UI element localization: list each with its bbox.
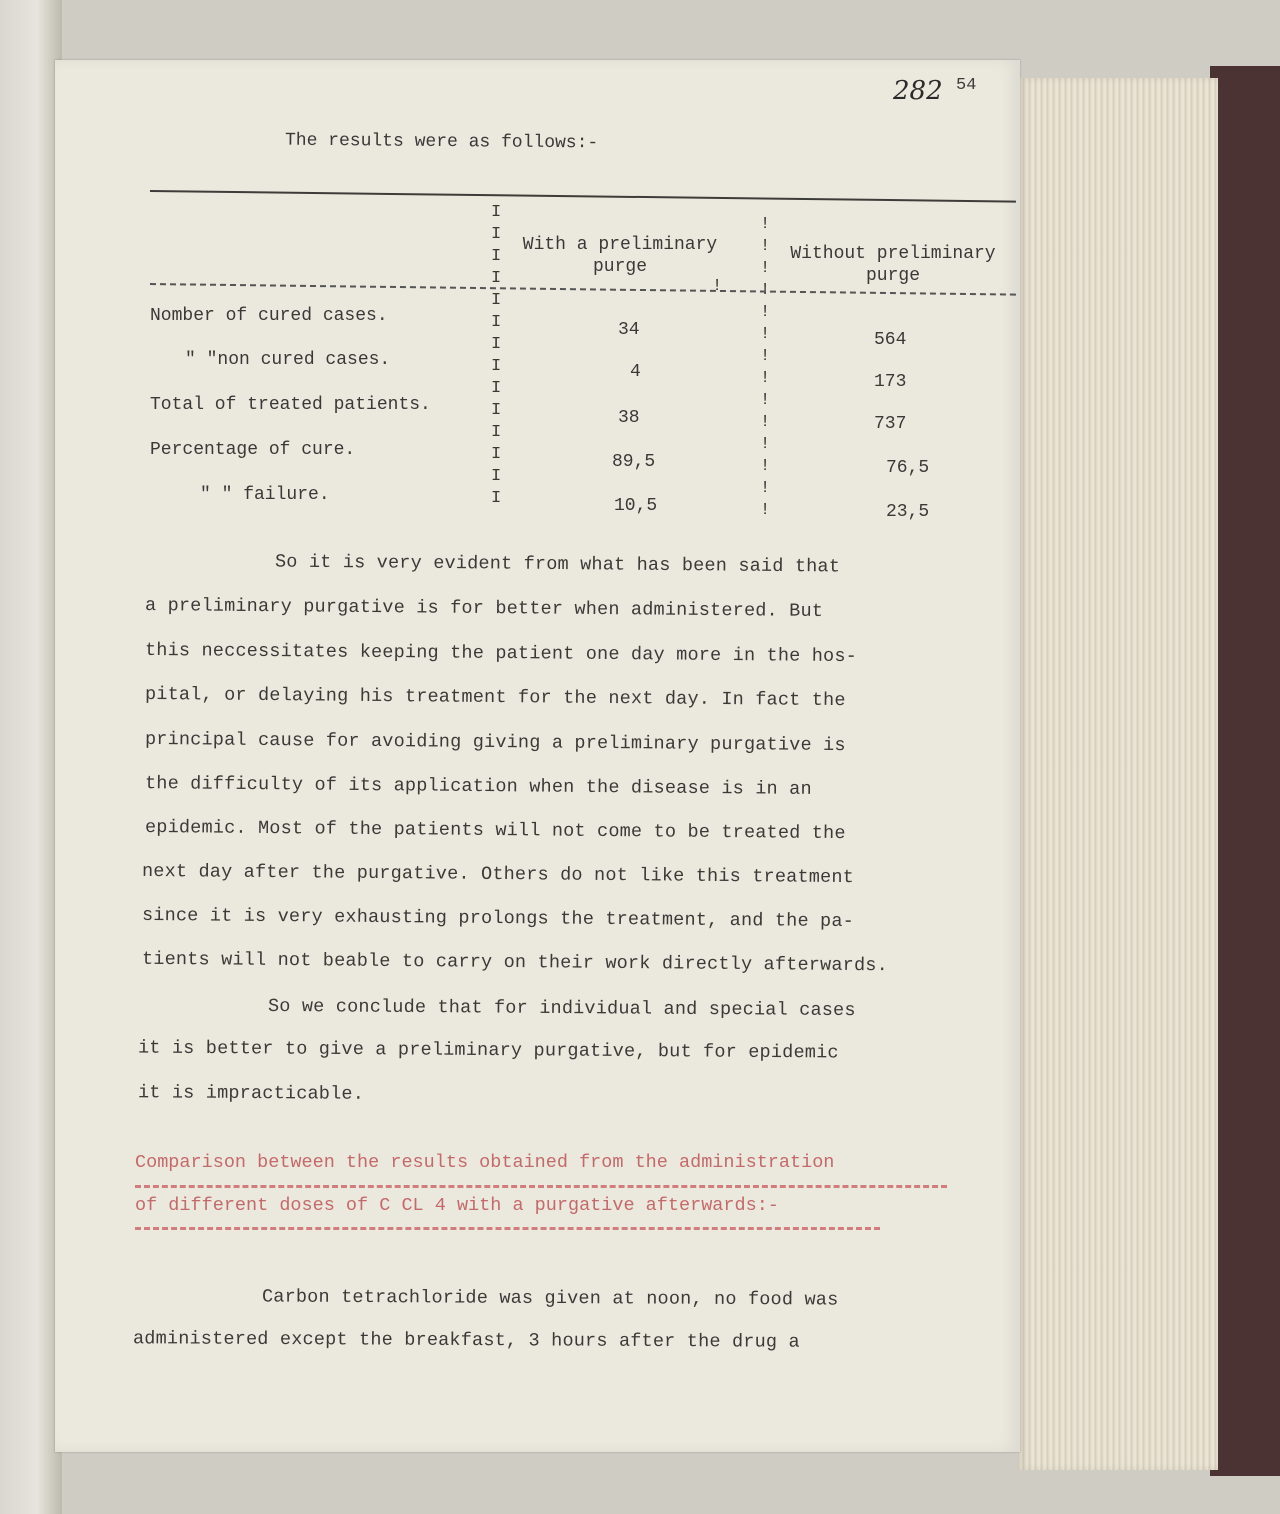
row-label: Nomber of cured cases. [150, 306, 388, 326]
column-divider-2: ! ! ! ! ! ! ! ! ! ! ! ! ! ! [760, 215, 771, 520]
text-line: epidemic. Most of the patients will not come to be treated the [144, 816, 846, 845]
row-label: " " failure. [200, 485, 330, 505]
text-line: the difficulty of its application when the disease is in an [144, 773, 812, 800]
text-line: Carbon tetrachloride was given at noon, no food was [261, 1286, 839, 1311]
text-line: So we conclude that for individual and special cases [267, 995, 856, 1022]
row-label: " "non cured cases. [185, 350, 391, 370]
text-line: administered except the breakfast, 3 hours after the drug a [132, 1328, 800, 1353]
heading-line: of different doses of C CL 4 with a purgative afterwards:- [135, 1195, 779, 1216]
cell-with: 34 [618, 320, 640, 340]
cell-with: 4 [630, 362, 641, 382]
text-line: So it is very evident from what has been said that [274, 551, 841, 578]
heading-underline [135, 1227, 880, 1230]
left-page-edge [0, 0, 62, 1514]
row-label: Percentage of cure. [150, 440, 356, 460]
text-line: since it is very exhausting prolongs the treatment, and the pa- [141, 904, 855, 933]
cell-without: 173 [874, 372, 907, 392]
text-line: it is better to give a preliminary purgative, but for epidemic [137, 1037, 839, 1064]
handwritten-page-number: 282 [893, 76, 943, 106]
text-line: principal cause for avoiding giving a preliminary purgative is [144, 728, 846, 757]
cell-without: 76,5 [886, 458, 930, 478]
column-header-without-purge-text: Without preliminary purge [790, 244, 996, 286]
cell-without: 23,5 [886, 502, 930, 522]
heading-line: Comparison between the results obtained from the administration [135, 1152, 835, 1173]
column-header-with-purge-text: With a preliminary purge [522, 235, 718, 277]
cell-without: 737 [874, 414, 907, 434]
intro-text: The results were as follows:- [284, 130, 599, 154]
typed-page-number: 54 [956, 76, 977, 95]
text-line: pital, or delaying his treatment for the next day. In fact the [144, 683, 846, 712]
text-line: it is impracticable. [137, 1082, 365, 1105]
book-cover [1210, 66, 1280, 1476]
heading-underline [135, 1185, 947, 1188]
text-line: a preliminary purgative is for better when administered. But [144, 595, 824, 622]
row-label: Total of treated patients. [150, 395, 431, 415]
column-divider-1: I I I I I I I I I I I I I I [491, 203, 502, 508]
column-header-with-purge [500, 234, 740, 278]
cell-with: 38 [618, 408, 640, 428]
cell-with: 89,5 [612, 452, 656, 472]
text-line: next day after the purgative. Others do not like this treatment [141, 860, 855, 889]
cell-without: 564 [874, 330, 907, 350]
cell-with: 10,5 [614, 496, 658, 516]
header-mark: ! [712, 277, 723, 296]
text-line: tients will not beable to carry on their work directly afterwards. [141, 948, 888, 977]
text-line: this neccessitates keeping the patient one day more in the hos- [144, 639, 858, 668]
page-stack-edges [1018, 78, 1218, 1470]
column-header-without-purge [770, 243, 1016, 287]
